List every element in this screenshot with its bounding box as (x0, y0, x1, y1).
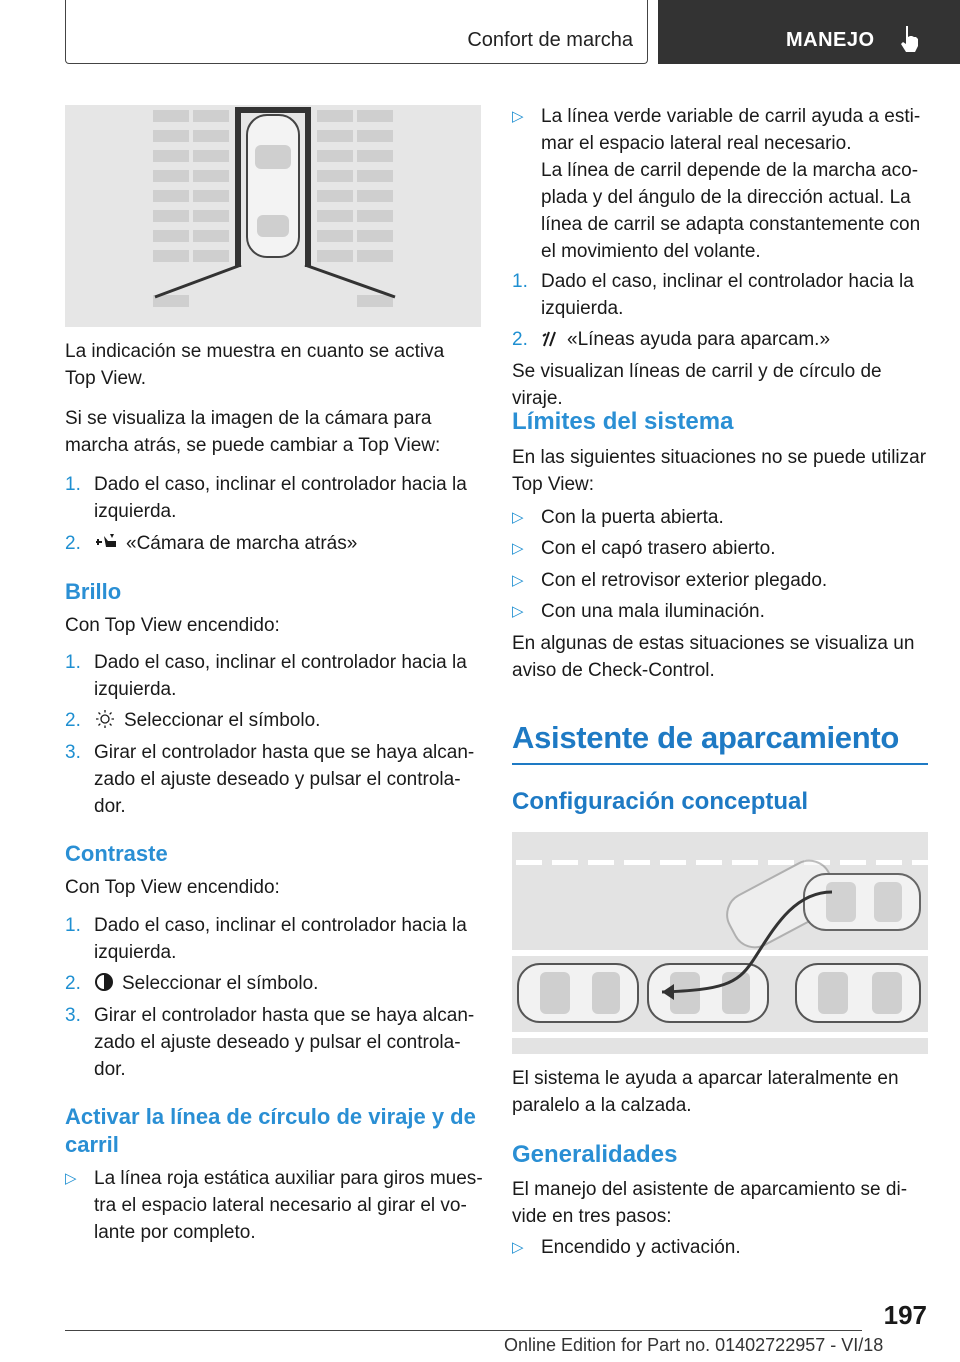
page-number: 197 (883, 1300, 927, 1330)
parking-lines-icon (541, 328, 559, 348)
sun-icon (94, 709, 116, 729)
heading-asistente: Asistente de aparcamiento (512, 720, 900, 755)
triangle-right-icon: ▷ (512, 603, 524, 620)
parking-caption: El sistema le ayuda a aparcar lateralmente en paralelo a la calzada. (512, 1068, 899, 1116)
hand-pointer-icon (897, 24, 923, 54)
triangle-right-icon: ▷ (512, 1239, 524, 1256)
chapter-title: Confort de marcha (467, 29, 633, 51)
heading-activar-lineas: Activar la línea de círculo de viraje y de carril (65, 1104, 476, 1157)
parking-figure (512, 832, 928, 1054)
heading-generalidades: Generalidades (512, 1141, 678, 1168)
rear-camera-icon (94, 532, 118, 552)
top-view-figure (65, 105, 481, 327)
limites-outro: En algunas de estas situaciones se visualiza un aviso de Check-Control. (512, 633, 915, 681)
lines-shown-text: Se visualizan líneas de carril y de círculo de viraje. (512, 361, 882, 409)
triangle-right-icon: ▷ (512, 509, 524, 526)
contraste-intro: Con Top View encendido: (65, 877, 280, 898)
chapter-tab[interactable] (65, 0, 648, 64)
heading-limites: Límites del sistema (512, 408, 734, 435)
section-title: MANEJO (786, 29, 875, 51)
generalidades-intro: El manejo del asistente de aparcamiento se divide en tres pasos: (512, 1179, 908, 1227)
heading-contraste: Contraste (65, 841, 168, 866)
camera-switch-intro: Si se visualiza la imagen de la cámara para marcha atrás, se puede cambiar a Top View: (65, 408, 441, 456)
triangle-right-icon: ▷ (512, 108, 524, 125)
heading-brillo: Brillo (65, 579, 122, 604)
brillo-intro: Con Top View encendido: (65, 615, 280, 636)
footer-rule (65, 1330, 862, 1331)
footer-edition: Online Edition for Part no. 01402722957 - VI/18 (504, 1335, 884, 1355)
triangle-right-icon: ▷ (65, 1170, 77, 1187)
lane-line-explanation: La línea de carril depende de la marcha acoplada y del ángulo de la dirección actual. La línea de carril se adapta constantemente con el movimiento del volante. (541, 160, 921, 262)
heading-configuracion: Configuración conceptual (512, 788, 809, 815)
limites-intro: En las siguientes situaciones no se puede utilizar Top View: (512, 447, 927, 495)
top-view-caption: La indicación se muestra en cuanto se activa Top View. (65, 341, 445, 389)
triangle-right-icon: ▷ (512, 540, 524, 557)
contrast-icon (94, 972, 114, 992)
section-rule (512, 763, 928, 765)
triangle-right-icon: ▷ (512, 572, 524, 589)
